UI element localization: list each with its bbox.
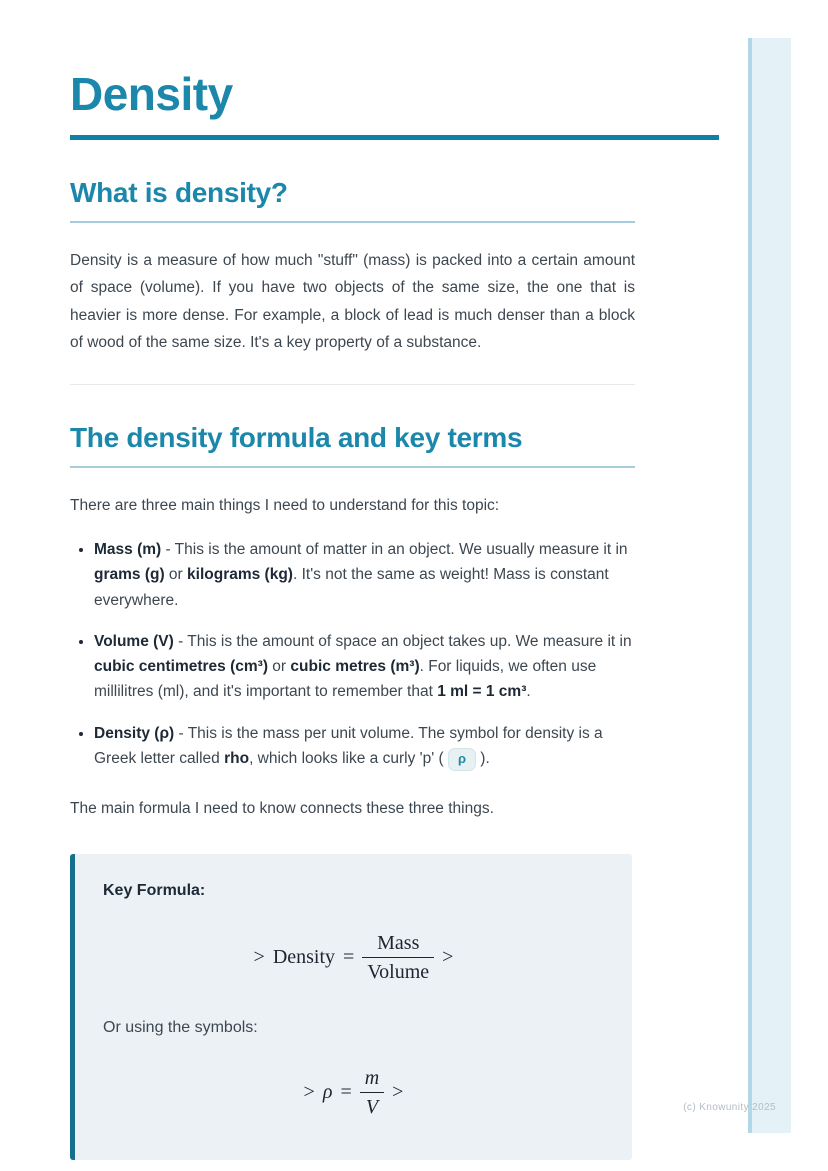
key-formula-box — [70, 854, 632, 1160]
key-terms-list — [70, 537, 635, 771]
formula-close-marker: > — [442, 946, 454, 969]
formula-open-marker: > — [303, 1081, 315, 1104]
fraction-denominator: V — [365, 1096, 379, 1119]
fraction-denominator: Volume — [367, 961, 430, 984]
section-what-is-density — [70, 178, 719, 385]
document-content — [70, 0, 719, 1160]
fraction-numerator: Mass — [362, 932, 434, 958]
formula-density-symbols — [103, 1067, 604, 1118]
formula-close-marker: > — [392, 1081, 404, 1104]
formula-open-marker: > — [253, 946, 265, 969]
formula-lead-in: The main formula I need to know connects these three things. — [70, 800, 494, 818]
formula-density-words — [103, 932, 604, 983]
density-intro-paragraph: Density is a measure of how much "stuff" (mass) is packed into a certain amount of space (volume). If you have two objects of the same size, the one that is heavier is more dense. For example, a block of lead is much denser than a block of wood of the same size. It's a key property of a substance. — [70, 252, 635, 351]
equals-sign: = — [343, 946, 355, 969]
key-formula-label: Key Formula: — [103, 882, 206, 900]
list-item-volume: • Volume (V) - This is the amount of space an object takes up. We measure it in cubic centimetres (cm³) or cubic metres (m³). For liquids, we often use millilitres (ml), and it's important to remember that 1 ml = 1 cm³. — [94, 629, 635, 705]
section-heading-what-is-density: What is density? — [70, 178, 635, 223]
formula-lhs: Density — [272, 946, 336, 969]
rho-symbol: ρ — [322, 1081, 333, 1104]
title-rule — [70, 135, 719, 140]
list-item-mass: • Mass (m) - This is the amount of matter in an object. We usually measure it in grams (g) or kilograms (kg). It's not the same as weight! Mass is constant everywhere. — [94, 537, 635, 613]
rho-symbol-chip: ρ — [448, 748, 476, 771]
or-using-symbols-text: Or using the symbols: — [103, 1019, 258, 1037]
fraction-numerator: m — [360, 1067, 384, 1093]
list-item-density: • Density (ρ) - This is the mass per unit volume. The symbol for density is a Greek letter called rho, which looks like a curly 'p' ( ρ ). — [94, 721, 635, 772]
fraction-mass-over-volume — [362, 932, 434, 983]
page-edge-strip — [748, 38, 791, 1133]
section-density-formula — [70, 423, 719, 1160]
section-divider — [70, 384, 635, 385]
key-terms-intro: There are three main things I need to understand for this topic: — [70, 496, 500, 514]
fraction-m-over-v — [360, 1067, 384, 1118]
equals-sign: = — [340, 1081, 352, 1104]
page-title: Density — [70, 68, 233, 120]
section-heading-formula-key-terms: The density formula and key terms — [70, 423, 635, 468]
copyright-note: (c) Knowunity 2025 — [683, 1102, 776, 1113]
